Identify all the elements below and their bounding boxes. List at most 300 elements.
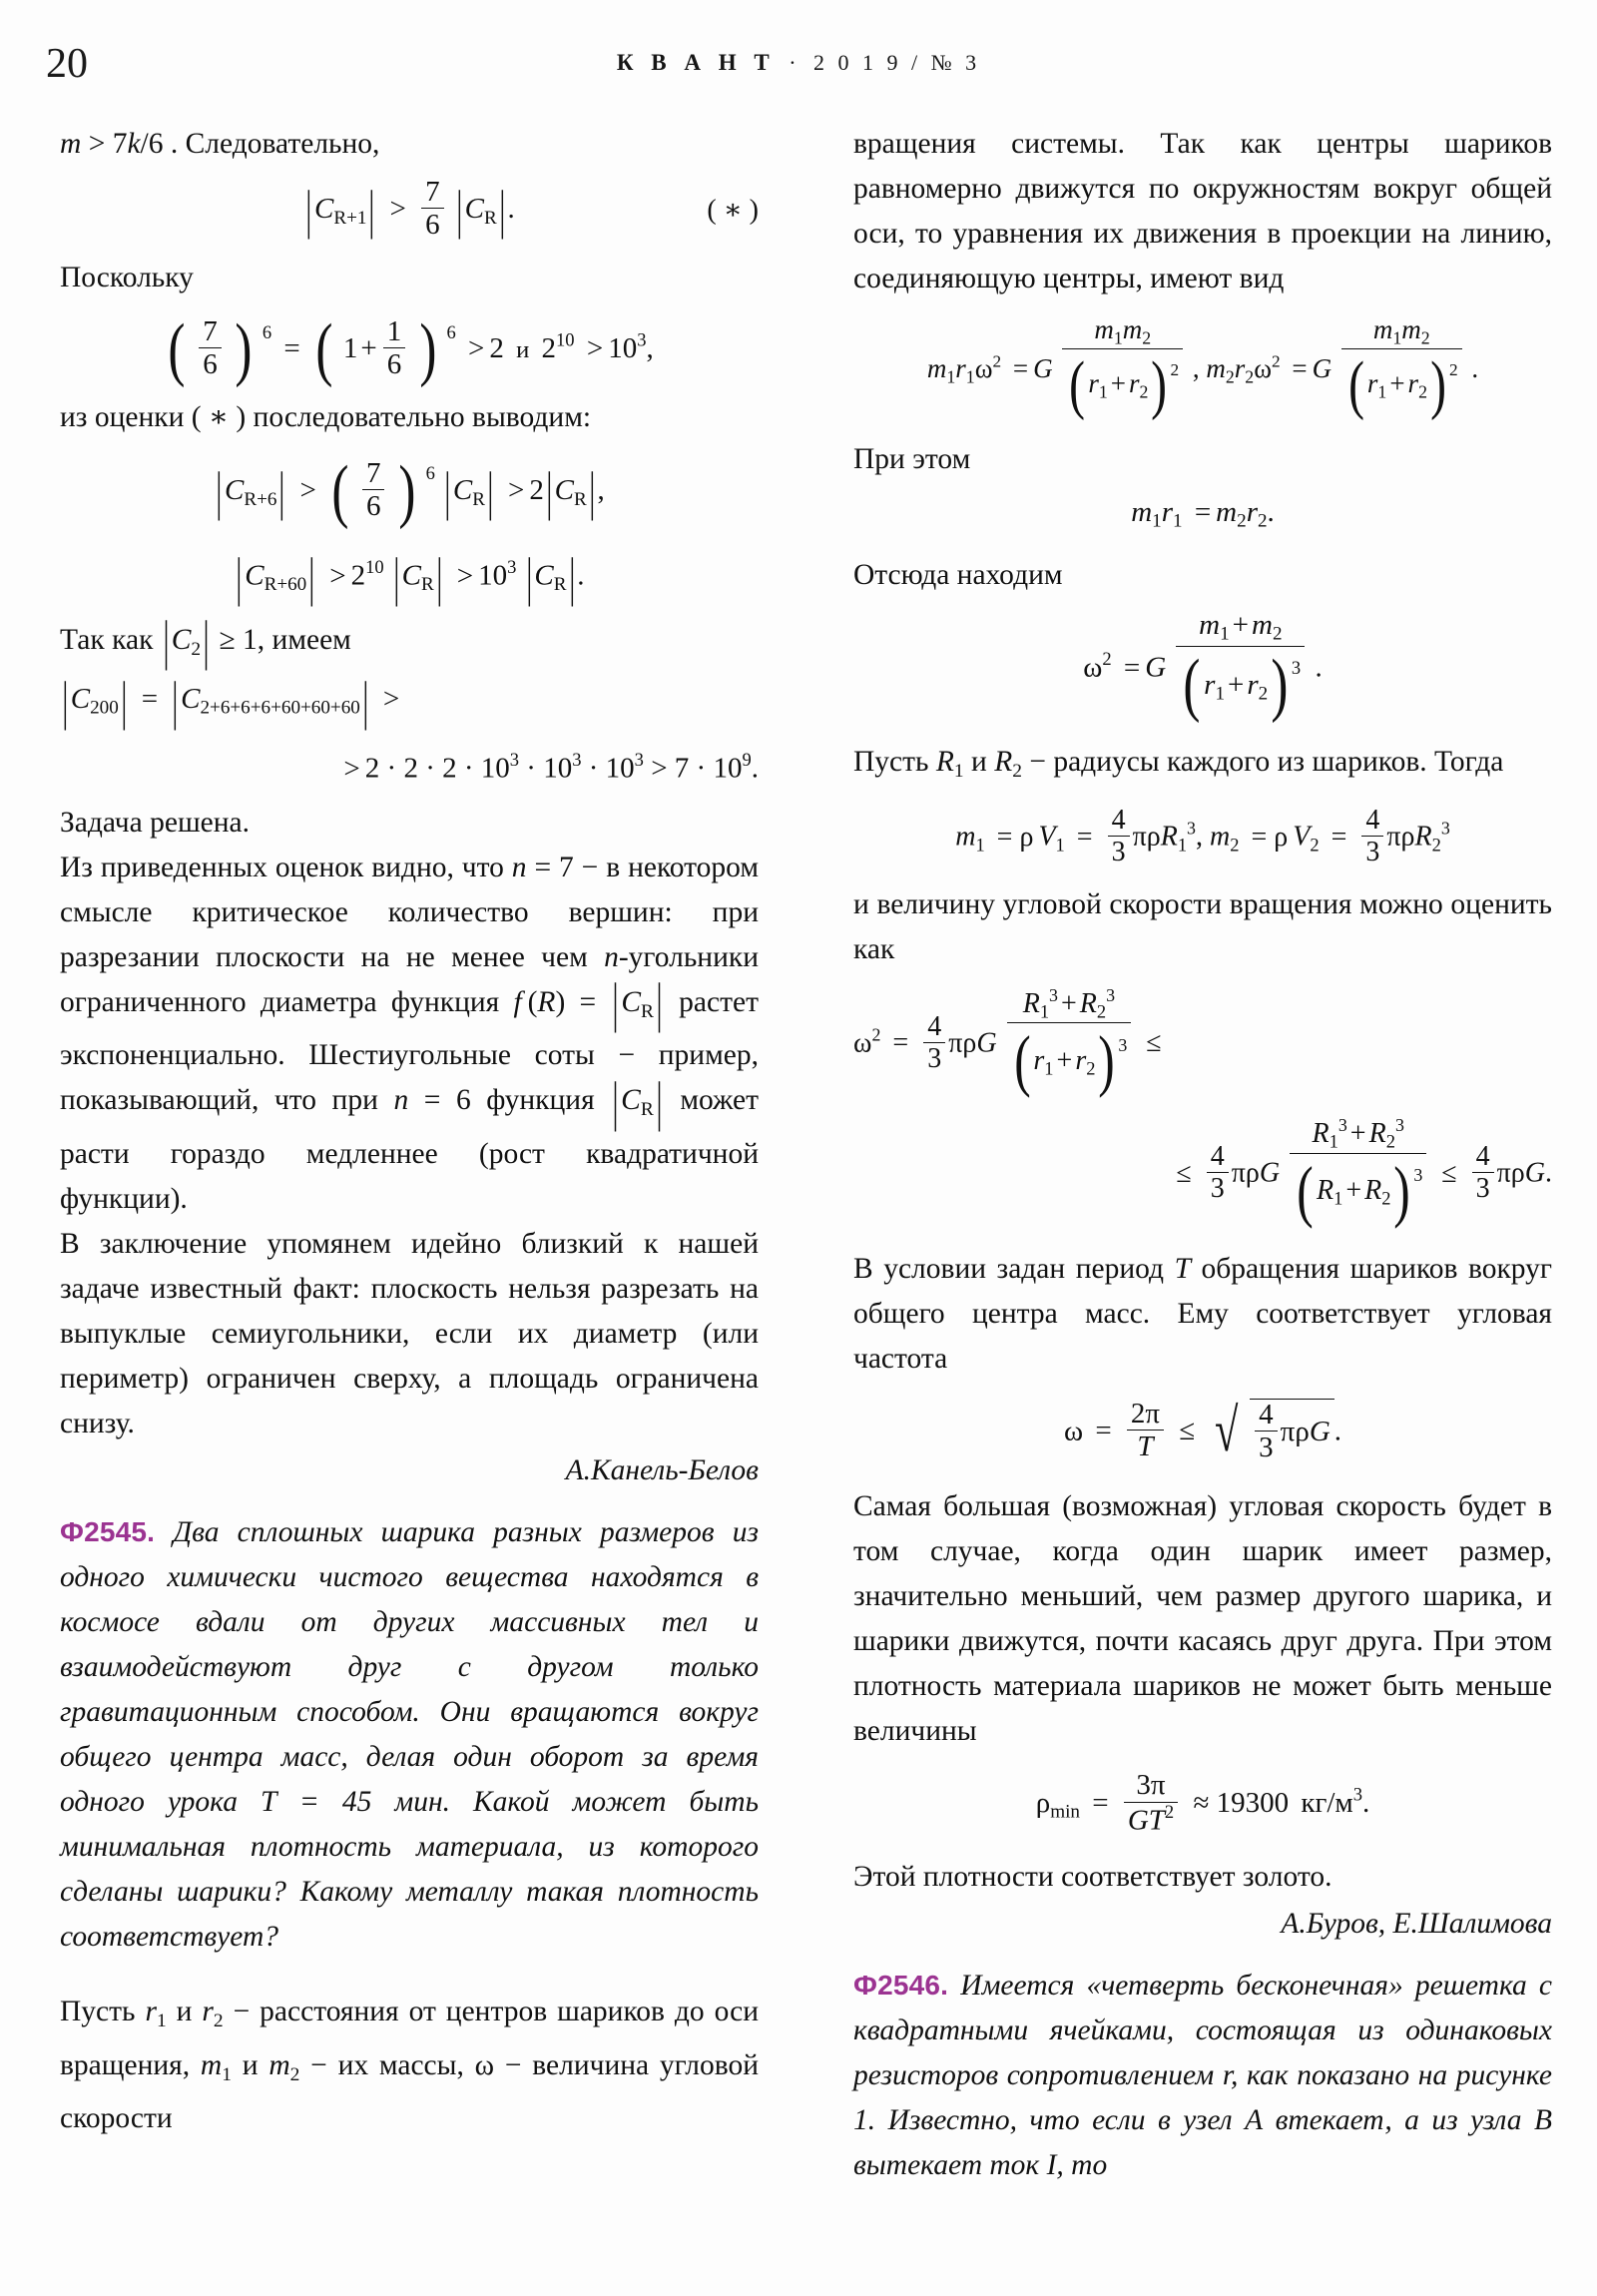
equals: = <box>141 683 159 716</box>
c-symbol-2: C <box>452 473 473 506</box>
fraction-gravity-2 <box>1341 315 1462 423</box>
period: . <box>1471 353 1479 384</box>
paren-inner-2 <box>342 314 408 383</box>
paren-left-2: ( <box>315 310 333 389</box>
abs-bar-close-2: | <box>436 547 443 608</box>
right-column <box>853 122 1552 2217</box>
comma: , <box>646 331 654 364</box>
equation-c200-chain <box>60 741 759 789</box>
v1-symbol: V <box>1038 821 1056 853</box>
equals-2: = <box>1292 353 1308 384</box>
pi-symbol-2: π <box>1496 1157 1511 1189</box>
v2-sub: 2 <box>1310 835 1320 856</box>
relation-ge-1: ≥ 1 <box>219 623 258 656</box>
equation-tag-star: ( ∗ ) <box>707 195 759 227</box>
omega-symbol: ω <box>974 353 993 384</box>
m-symbol-2: m <box>1206 353 1226 384</box>
equation-estimate-1 <box>853 984 1552 1102</box>
abs-bar-close: | <box>278 460 285 521</box>
comma: , <box>597 473 605 506</box>
m-symbol-2: m <box>1216 495 1238 528</box>
c-symbol: C <box>70 683 91 716</box>
numerator: 7 <box>203 314 218 347</box>
relation: > <box>329 559 346 592</box>
r-sub-2: 2 <box>1245 366 1255 387</box>
gt-sign: > <box>467 331 485 364</box>
fraction-4-3 <box>1108 806 1130 868</box>
rho-symbol-2: ρ <box>1510 1157 1525 1189</box>
pi-symbol: π <box>1231 1157 1246 1189</box>
period: . <box>577 559 585 592</box>
imeem-text: , имеем <box>257 623 351 656</box>
period: . <box>507 193 515 226</box>
fraction-4-3c <box>1472 1142 1494 1205</box>
numerator: 4 <box>1365 805 1380 837</box>
mult-1: · 10 <box>526 752 573 785</box>
left-column <box>60 122 759 2141</box>
two: 2 <box>529 473 544 506</box>
g-const: G <box>1259 1157 1281 1189</box>
period: . <box>1315 652 1323 685</box>
exp-2: 3 <box>572 750 582 772</box>
equation-rho-min <box>853 1769 1552 1838</box>
para-pri-etom: При этом <box>853 442 971 475</box>
omega-symbol-2: ω <box>1254 353 1272 384</box>
denominator: 3 <box>1207 1172 1229 1204</box>
c-symbol-3: C <box>554 473 574 506</box>
paren-inner <box>196 314 225 383</box>
g-const: G <box>1145 652 1167 685</box>
sledovatelno: /6 . Следовательно, <box>140 128 380 160</box>
plus: + <box>360 331 377 364</box>
para-otsyuda: Отсюда находим <box>853 559 1063 592</box>
fraction-7-6 <box>421 177 444 242</box>
omega-symbol: ω <box>1063 1415 1084 1447</box>
numerator: 4 <box>1259 1398 1274 1431</box>
omega-exp: 2 <box>871 1024 881 1045</box>
denominator: 3 <box>1255 1431 1278 1463</box>
R1-sub: 1 <box>1177 835 1188 856</box>
c-subscript: 2 <box>191 638 202 660</box>
r-symbol-2: r <box>1234 353 1246 384</box>
paren-left: ( <box>331 451 349 530</box>
fraction-4-3 <box>923 1012 945 1075</box>
square-root <box>1208 1397 1334 1467</box>
equals: = <box>1194 495 1212 528</box>
equals-rho: = ρ <box>996 821 1034 853</box>
issue-label: 2 0 1 9 / № 3 <box>813 50 981 75</box>
abs-bar-open-2: | <box>393 547 400 608</box>
numerator: 4 <box>1210 1141 1225 1173</box>
equation-motion <box>853 314 1552 425</box>
comma: , <box>1196 821 1203 853</box>
denominator: ( $r_1 + r_2$) 2 <box>1341 348 1462 423</box>
r-symbol: r <box>955 353 966 384</box>
numerator: $R_1^3 + R_2^3$ <box>1312 1115 1404 1152</box>
para-etoy-plotnosti: Этой плотности соответствует золото. <box>853 1860 1332 1893</box>
rho-symbol: ρ <box>1295 1415 1310 1447</box>
r-symbol-2: r <box>1246 495 1258 528</box>
para-pust <box>853 740 1552 794</box>
period: . <box>1333 1415 1342 1447</box>
g-const: G <box>976 1027 997 1059</box>
period-symbol-T: T <box>1174 1252 1191 1285</box>
equation-r-plus-60 <box>60 547 759 608</box>
r2-symbol: R <box>994 746 1013 779</box>
exp-4: 9 <box>742 750 752 772</box>
equals: = <box>1012 353 1029 384</box>
c-subscript-2: R <box>421 574 434 596</box>
pow-exp: 10 <box>365 557 384 579</box>
paren-right: ) <box>398 451 416 530</box>
exponent-2: 6 <box>446 321 456 343</box>
problem-statement-2546 <box>853 1963 1552 2188</box>
relation-le: ≤ <box>1179 1415 1196 1447</box>
v2-symbol: V <box>1293 821 1311 853</box>
period: . <box>1267 495 1275 528</box>
equals: = <box>1092 1787 1109 1820</box>
equals: = <box>1123 652 1141 685</box>
numerator: 4 <box>1475 1141 1490 1173</box>
abs-bar-open-2: | <box>444 460 451 521</box>
abs-bar-close-3: | <box>589 460 596 521</box>
journal-name: К В А Н Т <box>616 50 776 75</box>
r1-symbol: R <box>935 746 954 779</box>
g-const: G <box>1033 353 1053 384</box>
period: . <box>1362 1787 1370 1820</box>
fraction-4-3b <box>1361 806 1383 868</box>
m2-sub: 2 <box>1230 835 1240 856</box>
R2-symbol: R <box>1414 821 1432 853</box>
abs-bar-close: | <box>121 670 128 731</box>
exp-1: 3 <box>509 750 520 772</box>
m2-symbol: m <box>1210 821 1231 853</box>
relation: > <box>299 473 316 506</box>
rho-symbol: ρ <box>1146 821 1161 853</box>
fraction-3pi-GT2 <box>1124 1770 1178 1836</box>
abs-bar-close-3: | <box>568 547 575 608</box>
equals-3: = <box>1331 821 1347 853</box>
paren-right: ) <box>235 310 253 389</box>
relation: > <box>389 193 406 226</box>
equation-c200 <box>60 670 759 731</box>
fraction-2pi-T <box>1127 1399 1164 1463</box>
fraction-1-6 <box>383 316 406 381</box>
fraction-radii-ratio-2 <box>1290 1116 1426 1230</box>
conj-and: и <box>971 746 987 779</box>
fraction-omega <box>1176 610 1305 726</box>
page-number: 20 <box>46 41 88 87</box>
fraction-4-3 <box>1255 1400 1278 1464</box>
rho-symbol: ρ <box>962 1027 977 1059</box>
relation-2: > <box>508 473 525 506</box>
denominator: ( $r_1 + r_2$) 2 <box>1062 348 1183 423</box>
ten: 10 <box>478 559 508 592</box>
abs-bar-open-2: | <box>172 670 179 731</box>
v-uslovii-b: обращения шариков вокруг общего центра масс. Ему соответствует угловая частота <box>853 1252 1553 1375</box>
c-subscript-2: R <box>472 488 486 510</box>
line-m-greater <box>60 122 759 167</box>
runhead-separator: · <box>789 50 800 75</box>
abs-bar-close-2: | <box>362 670 369 731</box>
conj-and: и <box>516 335 530 363</box>
numerator: 4 <box>927 1010 942 1042</box>
equation-frequency <box>853 1397 1552 1467</box>
relation-le-2: ≤ <box>1441 1157 1457 1189</box>
relation-2: > 7 · 10 <box>651 752 743 785</box>
ten-exp: 3 <box>637 329 647 351</box>
denominator: 3 <box>923 1042 945 1074</box>
tak-kak-text: Так как <box>60 623 154 656</box>
equation-r-plus-6 <box>60 451 759 530</box>
fraction-radii-ratio <box>1007 986 1132 1100</box>
pi-symbol: π <box>1280 1415 1296 1447</box>
c-subscript-2: R <box>483 207 497 229</box>
denominator: 3 <box>1361 836 1383 867</box>
rho-symbol: ρ <box>1035 1787 1051 1820</box>
abs-bar-open-3: | <box>546 460 553 521</box>
para-iz-ocenki: из оценки ( ∗ ) последовательно выводим: <box>60 400 592 433</box>
para-after-2545: Пусть $r_1$ и $r_2$ − расстояния от центров шариков до оси вращения, $m_1$ и $m_2$ − их массы, ω − величина угловой скорости <box>60 1995 760 2135</box>
v1-sub: 1 <box>1055 835 1065 856</box>
equation-omega-squared <box>853 609 1552 728</box>
para-samaya: Самая большая (возможная) угловая скорость будет в том случае, когда один шарик имеет размер, значительно меньший, чем размер другого шарика, и шарики движутся, почти касаясь друг друга. При этом плотность материала шариков не может быть меньше величины <box>853 1490 1552 1748</box>
abs-bar-open: | <box>216 460 223 521</box>
r-sub-1: 1 <box>965 366 975 387</box>
relation: > <box>382 683 400 716</box>
numerator: $m_1 + m_2$ <box>1199 609 1283 646</box>
numerator: 3π <box>1136 1769 1166 1802</box>
c-symbol-2: C <box>401 559 421 592</box>
equation-star <box>60 176 759 244</box>
numerator: $m_1m_2$ <box>1372 314 1430 348</box>
unit-m: м <box>1334 1787 1353 1820</box>
abs-bar-close: | <box>203 610 210 672</box>
r-symbol: r <box>1161 495 1173 528</box>
rel-gt-7: > 7 <box>88 128 128 160</box>
para-right-1: вращения системы. Так как центры шариков равномерно движутся по окружностям вокруг общей оси, то уравнения их движения в проекции на линию, соединяющую центры, имеют вид <box>853 128 1552 294</box>
rho-subscript-min: min <box>1050 1801 1080 1823</box>
paren-group-7-6 <box>328 451 435 530</box>
c-subscript: R+1 <box>333 207 367 229</box>
one: 1 <box>342 331 358 364</box>
denominator: 6 <box>199 347 222 380</box>
omega-exp: 2 <box>992 351 1002 371</box>
paren-left: ( <box>168 310 186 389</box>
period: . <box>751 752 759 785</box>
para-velichinu: и величину угловой скорости вращения можно оценить как <box>853 887 1552 965</box>
c-symbol-2: C <box>464 193 484 226</box>
r-sub: 1 <box>1173 510 1183 532</box>
R1-exp: 3 <box>1187 818 1196 839</box>
denominator: 3 <box>1108 836 1130 867</box>
abs-bar-close-2: | <box>487 460 494 521</box>
approx-value: ≈ 19300 <box>1193 1787 1290 1820</box>
pi-symbol: π <box>948 1027 963 1059</box>
gt-sign-2: > <box>586 331 604 364</box>
rho-symbol-2: ρ <box>1400 821 1415 853</box>
numerator: 7 <box>365 456 381 489</box>
exponent: 6 <box>262 321 272 343</box>
c-symbol: C <box>224 473 245 506</box>
chain-factors: 2 · 2 · 2 · 10 <box>364 752 510 785</box>
fraction-gravity-1 <box>1062 315 1183 423</box>
denominator: ( $r_1 + r_2$) 3 <box>1176 646 1305 727</box>
g-const-2: G <box>1524 1157 1545 1189</box>
c-subscript: R+60 <box>264 574 307 596</box>
m-sub-1: 1 <box>946 366 956 387</box>
problem-number-2545: Ф2545. <box>60 1516 156 1548</box>
m-sub: 1 <box>1152 510 1162 532</box>
c-subscript-200: 200 <box>90 698 119 720</box>
running-head <box>0 50 1597 76</box>
line-tak-kak <box>60 610 759 672</box>
para-v-uslovii <box>853 1247 1552 1382</box>
para-poskolku: Поскольку <box>60 261 194 293</box>
radical-sign: √ <box>1214 1397 1238 1464</box>
pow-base: 2 <box>350 559 366 592</box>
problem-number-2546: Ф2546. <box>853 1969 949 2001</box>
pow-base-2: 2 <box>541 331 557 364</box>
ten: 10 <box>608 331 638 364</box>
numerator: 4 <box>1111 805 1126 837</box>
c-subscript-3: R <box>553 574 567 596</box>
r2-sub: 2 <box>1012 761 1022 783</box>
pow-exp-10: 10 <box>556 329 575 351</box>
relation-2: > <box>456 559 474 592</box>
fraction-4-3 <box>1207 1142 1229 1205</box>
numerator: $R_1^3 + R_2^3$ <box>1022 984 1116 1022</box>
R1-symbol: R <box>1160 821 1178 853</box>
abs-bar-open: | <box>62 670 69 731</box>
denominator: 6 <box>362 489 385 522</box>
relation-le: ≤ <box>1146 1027 1162 1059</box>
m1-sub: 1 <box>975 835 985 856</box>
abs-bar-open-3: | <box>526 547 532 608</box>
equation-masses <box>853 805 1552 870</box>
var-k: k <box>127 128 141 160</box>
denominator: ( $R_1 + R_2$) 3 <box>1290 1153 1426 1231</box>
unit-kg: кг <box>1301 1787 1328 1820</box>
period: . <box>1545 1157 1552 1189</box>
comma: , <box>1192 353 1200 384</box>
radicand <box>1250 1399 1334 1466</box>
denominator: T <box>1127 1430 1164 1462</box>
c-symbol: C <box>171 623 192 656</box>
unit-slash: / <box>1327 1787 1335 1820</box>
R2-sub: 2 <box>1431 835 1441 856</box>
equation-balance <box>853 492 1552 542</box>
g-const: G <box>1309 1415 1331 1447</box>
c-subscript-sum: 2+6+6+6+60+60+60 <box>200 698 360 720</box>
numerator: $m_1m_2$ <box>1094 314 1152 348</box>
ten-exp: 3 <box>507 557 517 579</box>
relation: > <box>343 752 360 785</box>
unit-exp: 3 <box>1352 1784 1363 1806</box>
c-symbol: C <box>314 193 334 226</box>
numerator: 2π <box>1130 1398 1161 1431</box>
relation-le: ≤ <box>1176 1157 1192 1189</box>
author-attribution-2: А.Буров, Е.Шалимова <box>1281 1907 1552 1940</box>
omega-symbol: ω <box>853 1027 872 1059</box>
numerator: 7 <box>425 176 440 208</box>
two: 2 <box>489 331 504 364</box>
equals-2: = <box>1076 821 1093 853</box>
para-body-1: Из приведенных оценок видно, что n = 7 − в некотором смысле критическое количество вершин: при разрезании плоскости на не менее чем n-угольники ограниченного диаметра функция f $(R) = |C_R|$ растет экспоненциально. Шестиугольные соты − пример, показывающий, что при n = 6 функция $|C_R|$ может расти гораздо медленнее (рост квадратичной функции). <box>60 851 760 1216</box>
abs-bar-open: | <box>305 180 312 241</box>
pi-symbol: π <box>1132 821 1147 853</box>
omega-symbol: ω <box>1083 652 1103 685</box>
R2-exp: 3 <box>1440 818 1450 839</box>
fraction-7-6b <box>199 316 222 381</box>
exp-3: 3 <box>634 750 644 772</box>
equals: = <box>892 1027 909 1059</box>
r1-sub: 1 <box>953 761 964 783</box>
denominator: 6 <box>421 208 444 241</box>
abs-bar-close: | <box>368 180 375 241</box>
exponent: 6 <box>425 463 435 485</box>
author-attribution-1: А.Канель-Белов <box>565 1454 759 1487</box>
m-symbol: m <box>926 353 947 384</box>
fraction-7-6 <box>362 458 385 523</box>
para-body-2: В заключение упомянем идейно близкий к нашей задаче известный факт: плоскость нельзя разрезать на выпуклые семиугольники, если их диаметр (или периметр) ограничен сверху, а площадь ограничена снизу. <box>60 1228 759 1440</box>
problem-statement-2545 <box>60 1509 759 1960</box>
abs-bar-open-2: | <box>456 180 463 241</box>
problem-2545-text: Два сплошных шарика разных размеров из одного химически чистого вещества находятся в космосе вдали от других массивных тел и взаимодействуют друг с другом только гравитационным способом. Они вращаются вокруг общего центра масс, делая один оборот за время одного урока T = 45 мин. Какой может быть минимальная плотность материала, из которого сделаны шарики? Какому металлу такая плотность соответствует? <box>60 1516 759 1954</box>
pust-rest: − радиусы каждого из шариков. Тогда <box>1029 746 1504 779</box>
numerator: 1 <box>386 314 402 347</box>
paren-group-1-plus <box>312 310 456 389</box>
var-m: m <box>60 128 82 160</box>
page-header <box>0 34 1597 90</box>
paren-group-7-6 <box>165 310 272 389</box>
equals-rho-2: = ρ <box>1251 821 1289 853</box>
c-subscript: R+6 <box>244 488 277 510</box>
equals: = <box>1095 1415 1112 1447</box>
m-sub-2: 2 <box>1237 510 1247 532</box>
abs-bar-open: | <box>163 610 170 672</box>
abs-bar-open: | <box>236 547 243 608</box>
omega-exp-2: 2 <box>1271 351 1281 371</box>
paren-right-2: ) <box>418 310 436 389</box>
c-symbol: C <box>245 559 265 592</box>
denominator: $GT^2$ <box>1124 1802 1178 1837</box>
abs-bar-close: | <box>308 547 315 608</box>
v-uslovii-a: В условии задан период <box>853 1252 1165 1285</box>
denominator: 6 <box>383 347 406 380</box>
c-subscript-3: R <box>573 488 587 510</box>
abs-bar-close-2: | <box>499 180 506 241</box>
pi-symbol-2: π <box>1386 821 1401 853</box>
problem-2546-text: Имеется «четверть бесконечная» решетка с квадратными ячейками, состоящая из одинаковых резисторов сопротивлением r, как показано на рисунке 1. Известно, что если в узел А втекает, а из узла В вытекает ток I, то <box>853 1969 1552 2181</box>
denominator: 3 <box>1472 1172 1494 1204</box>
equals: = <box>283 331 300 364</box>
pust-label: Пусть <box>853 746 929 779</box>
mult-2: · 10 <box>588 752 635 785</box>
rho-symbol: ρ <box>1245 1157 1260 1189</box>
equation-estimate-2 <box>853 1115 1552 1232</box>
equation-power-6 <box>60 310 759 389</box>
g-const-2: G <box>1312 353 1332 384</box>
para-zadacha-reshena: Задача решена. <box>60 806 251 839</box>
denominator: ( $r_1 + r_2$) 3 <box>1007 1022 1132 1100</box>
paren-inner <box>359 456 388 525</box>
r-sub-2: 2 <box>1257 510 1268 532</box>
c-symbol-2: C <box>181 683 201 716</box>
m1-symbol: m <box>955 821 976 853</box>
m-symbol: m <box>1131 495 1153 528</box>
omega-exp: 2 <box>1102 649 1112 671</box>
